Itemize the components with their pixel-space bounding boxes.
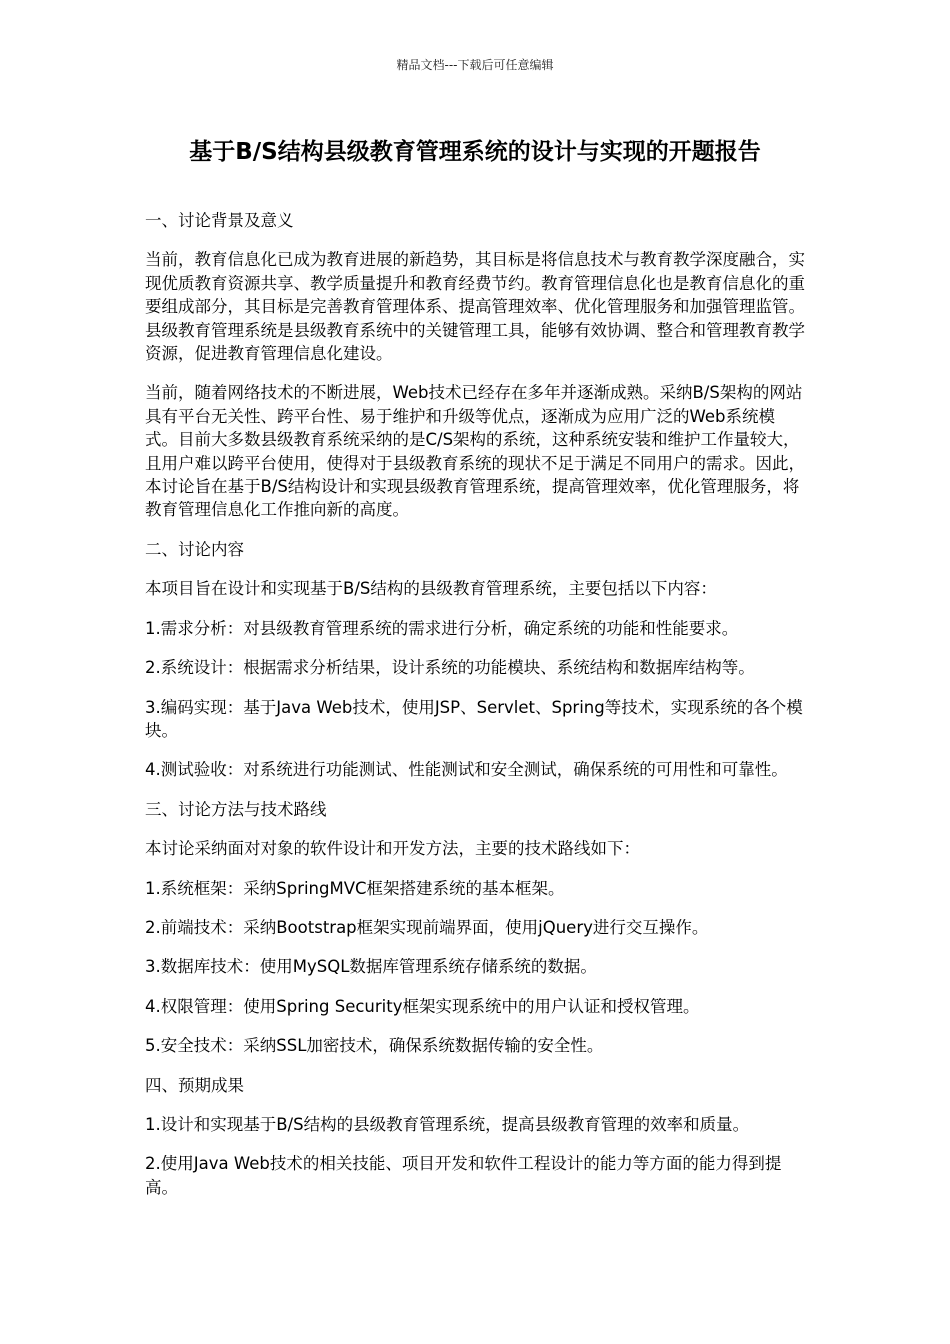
list-item: 3.数据库技术：使用MySQL数据库管理系统存储系统的数据。 xyxy=(145,957,597,977)
list-item: 4.测试验收：对系统进行功能测试、性能测试和安全测试，确保系统的可用性和可靠性。 xyxy=(145,760,788,780)
paragraph: 当前，教育信息化已成为教育进展的新趋势，其目标是将信息技术与教育教学深度融合，实现优质教育资源共享、教学质量提升和教育经费节约。教育管理信息化也是教育信息化的重要组成部分，其目标是完善教育管理体系、提高管理效率、优化管理服务和加强管理监管。县级教育管理系统是县级教育系统中的关键管理工具，能够有效协调、整合和管理教育教学资源，促进教育管理信息化建设。 xyxy=(145,250,805,364)
list-item: 1.系统框架：采纳SpringMVC框架搭建系统的基本框架。 xyxy=(145,878,565,898)
list-item: 3.编码实现：基于Java Web技术，使用JSP、Servlet、Spring等技术，实现系统的各个模块。 xyxy=(145,697,803,740)
paragraph: 本项目旨在设计和实现基于B/S结构的县级教育管理系统，主要包括以下内容： xyxy=(145,579,717,599)
list-item: 2.系统设计：根据需求分析结果，设计系统的功能模块、系统结构和数据库结构等。 xyxy=(145,658,755,678)
header-note: 精品文档---下载后可任意编辑 xyxy=(396,58,554,72)
list-item: 2.使用Java Web技术的相关技能、项目开发和软件工程设计的能力等方面的能力得到提高。 xyxy=(145,1154,782,1197)
section-heading-background: 一、讨论背景及意义 xyxy=(145,211,294,230)
list-item: 5.安全技术：采纳SSL加密技术，确保系统数据传输的安全性。 xyxy=(145,1036,604,1056)
section-heading-content: 二、讨论内容 xyxy=(145,539,244,559)
document-body xyxy=(145,209,807,1215)
paragraph: 本讨论采纳面对对象的软件设计和开发方法，主要的技术路线如下： xyxy=(145,839,640,859)
list-item: 1.设计和实现基于B/S结构的县级教育管理系统，提高县级教育管理的效率和质量。 xyxy=(145,1114,750,1134)
document-title: 基于B/S结构县级教育管理系统的设计与实现的开题报告 xyxy=(189,139,761,165)
paragraph: 当前，随着网络技术的不断进展，Web技术已经存在多年并逐渐成熟。采纳B/S架构的网站具有平台无关性、跨平台性、易于维护和升级等优点，逐渐成为应用广泛的Web系统模式。目前大多数县级教育系统采纳的是C/S架构的系统，这种系统安装和维护工作量较大，且用户难以跨平台使用，使得对于县级教育系统的现状不足于满足不同用户的需求。因此，本讨论旨在基于B/S结构设计和实现县级教育管理系统，提高管理效率，优化管理服务，将教育管理信息化工作推向新的高度。 xyxy=(145,383,805,520)
section-heading-method: 三、讨论方法与技术路线 xyxy=(145,799,327,819)
section-heading-results: 四、预期成果 xyxy=(145,1075,244,1095)
list-item: 1.需求分析：对县级教育管理系统的需求进行分析，确定系统的功能和性能要求。 xyxy=(145,618,739,638)
list-item: 4.权限管理：使用Spring Security框架实现系统中的用户认证和授权管理。 xyxy=(145,996,700,1016)
list-item: 2.前端技术：采纳Bootstrap框架实现前端界面，使用jQuery进行交互操作。 xyxy=(145,917,709,937)
